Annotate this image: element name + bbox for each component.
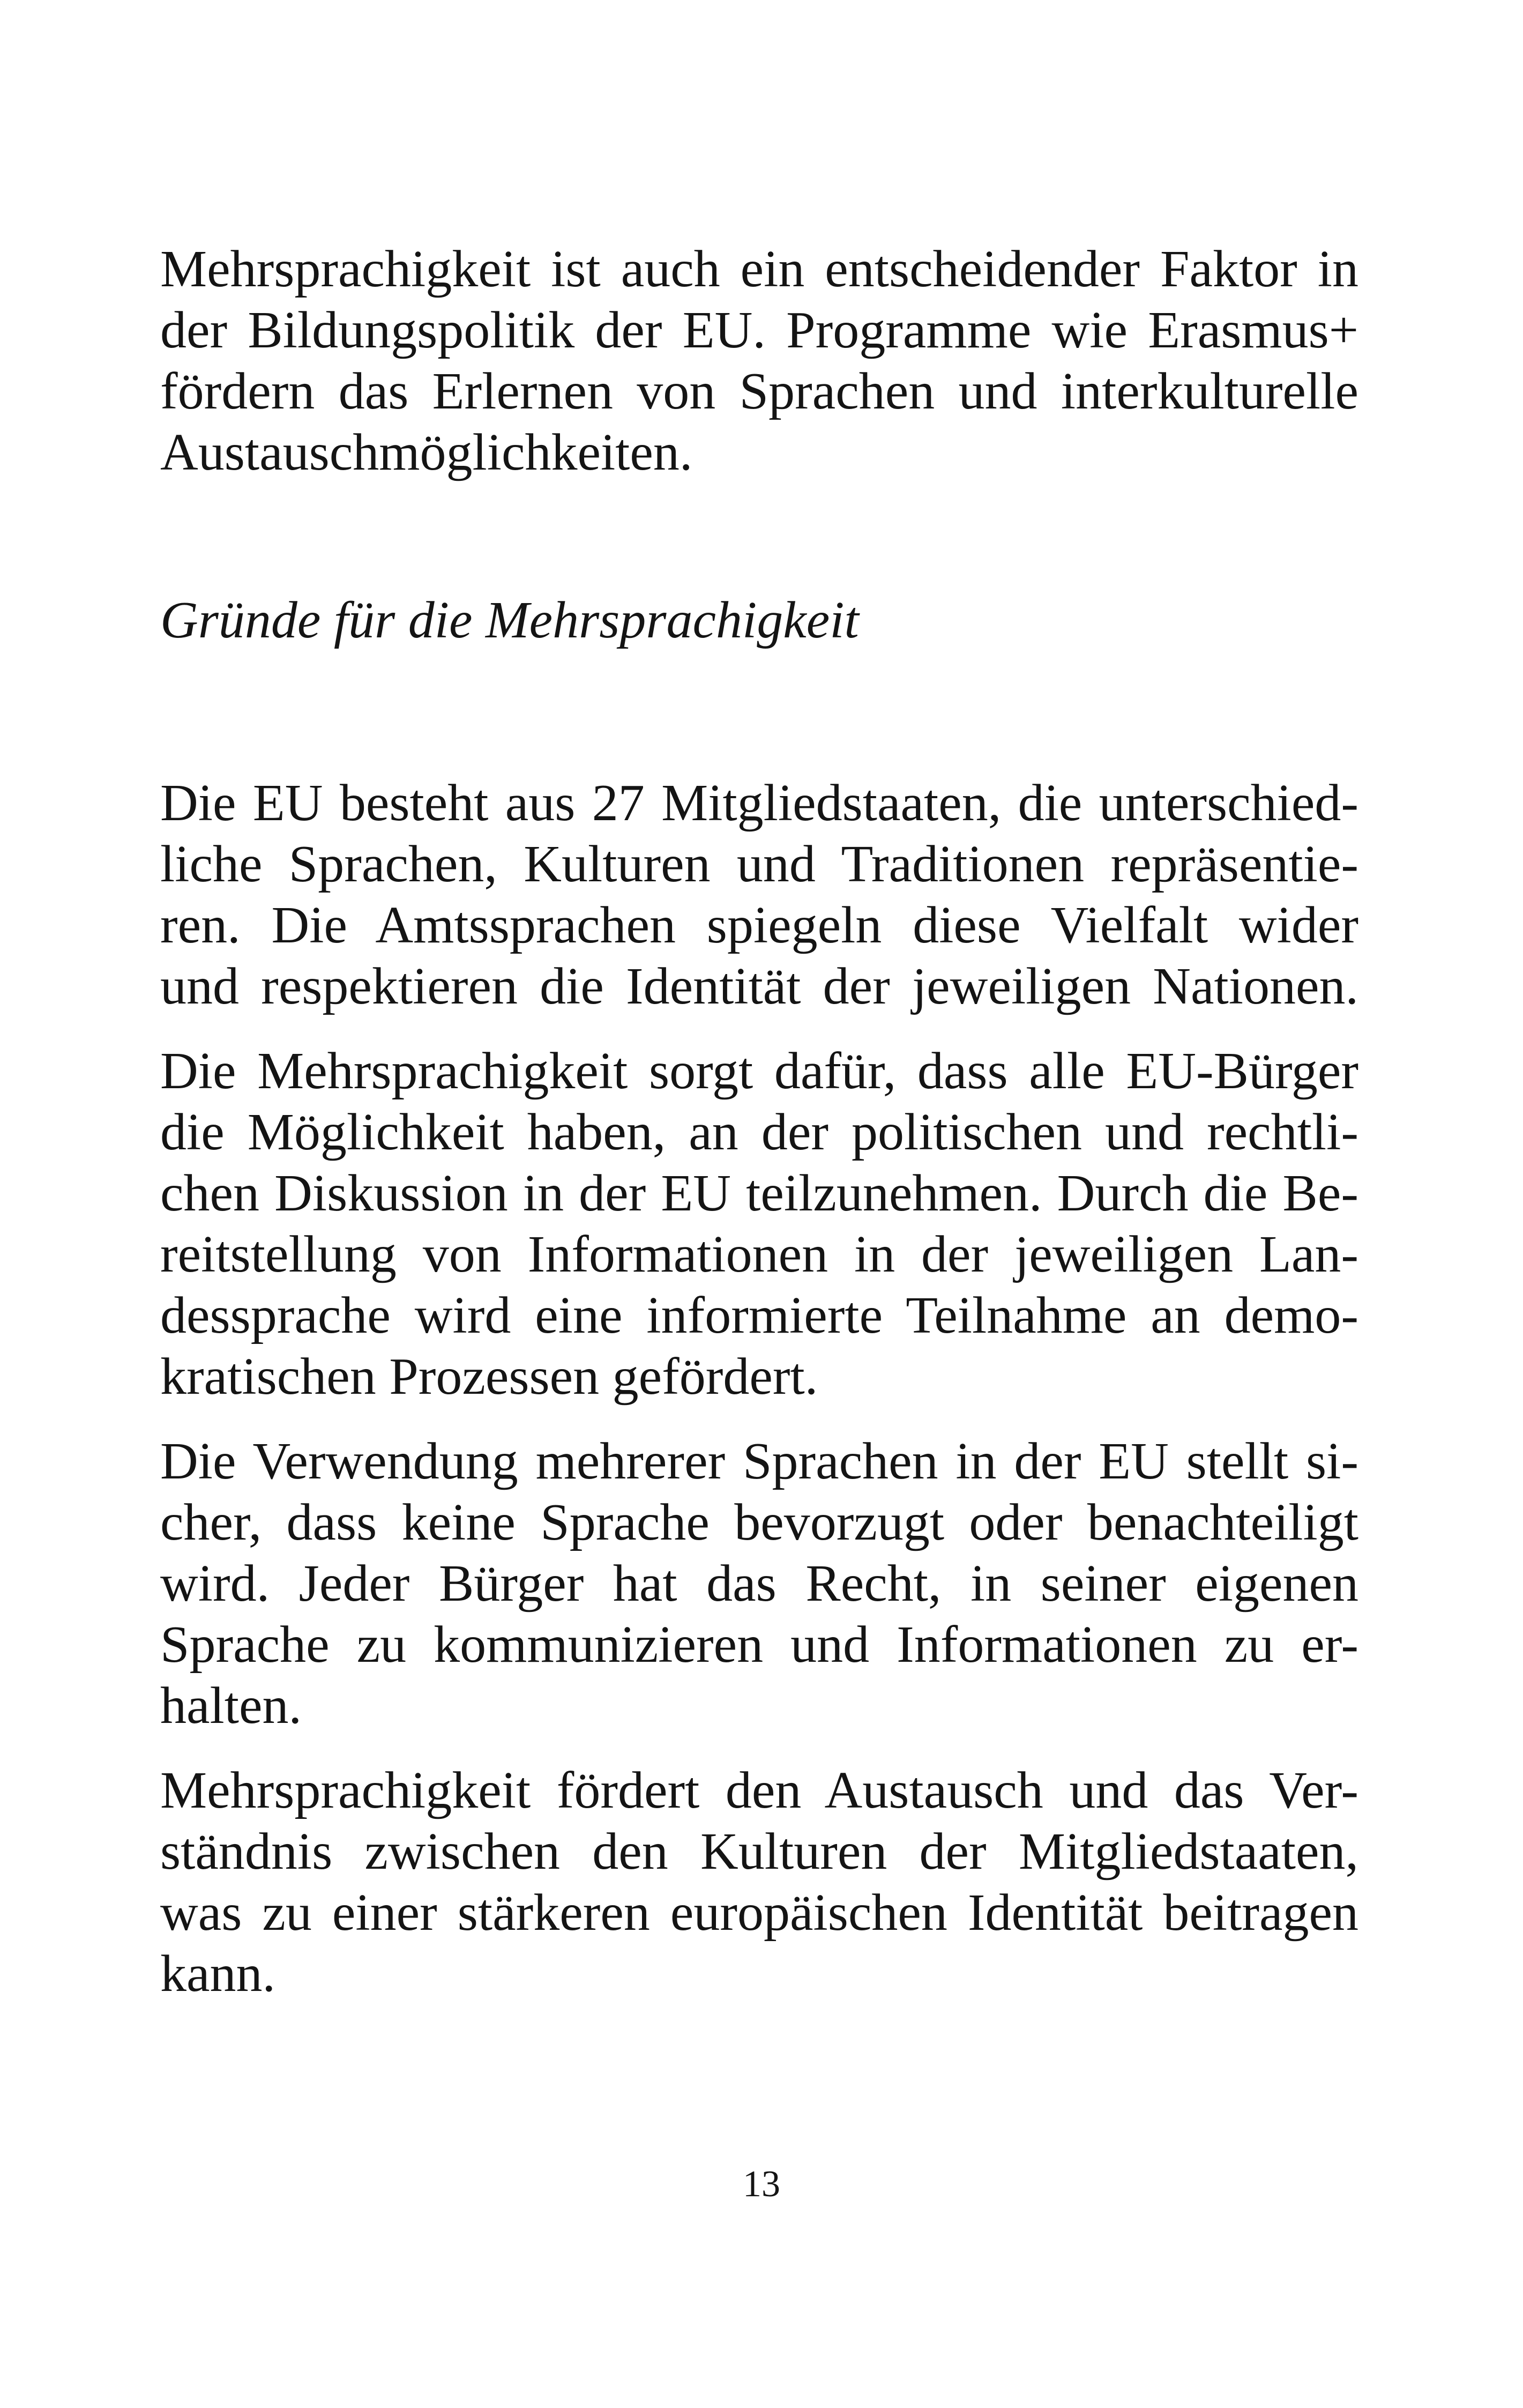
paragraph-cultural-exchange <box>160 1760 1358 2004</box>
text-line: ren. Die Amtssprachen spiegeln diese Vielfalt wider <box>160 896 1358 954</box>
text-line: fördern das Erlernen von Sprachen und interkulturelle <box>160 362 1358 420</box>
text-line: was zu einer stärkeren europäischen Identität beitragen <box>160 1884 1358 1942</box>
text-line: halten. <box>160 1677 302 1735</box>
text-line: Die Verwendung mehrerer Sprachen in der EU stellt si- <box>160 1432 1358 1490</box>
page-number: 13 <box>743 2164 780 2205</box>
text-line: Die EU besteht aus 27 Mitgliedstaaten, die unterschied- <box>160 774 1358 832</box>
section-heading: Gründe für die Mehrsprachigkeit <box>160 591 859 649</box>
text-line: kann. <box>160 1945 275 2003</box>
text-line: Mehrsprachigkeit fördert den Austausch und das Ver- <box>160 1762 1358 1819</box>
text-line: cher, dass keine Sprache bevorzugt oder benachteiligt <box>160 1493 1358 1551</box>
text-line: Die Mehrsprachigkeit sorgt dafür, dass alle EU-Bürger <box>160 1042 1358 1100</box>
paragraph-member-states <box>160 772 1358 1017</box>
text-line: und respektieren die Identität der jeweiligen Nationen. <box>160 957 1358 1015</box>
text-line: die Möglichkeit haben, an der politischen und rechtli- <box>160 1103 1358 1161</box>
text-line: dessprache wird eine informierte Teilnahme an demo- <box>160 1287 1358 1344</box>
text-line: Mehrsprachigkeit ist auch ein entscheidender Faktor in <box>160 240 1358 298</box>
text-line: reitstellung von Informationen in der jeweiligen Lan- <box>160 1225 1358 1283</box>
paragraph-participation <box>160 1041 1358 1407</box>
text-line: wird. Jeder Bürger hat das Recht, in seiner eigenen <box>160 1555 1358 1612</box>
paragraph-equal-languages <box>160 1431 1358 1736</box>
paragraph-intro <box>160 239 1358 483</box>
text-line: Sprache zu kommunizieren und Informationen zu er- <box>160 1616 1358 1674</box>
text-line: der Bildungspolitik der EU. Programme wie Erasmus+ <box>160 301 1358 359</box>
text-line: kratischen Prozessen gefördert. <box>160 1348 818 1406</box>
text-line: ständnis zwischen den Kulturen der Mitgliedstaaten, <box>160 1823 1358 1881</box>
text-line: Austauschmöglichkeiten. <box>160 423 693 481</box>
text-line: liche Sprachen, Kulturen und Traditionen repräsentie- <box>160 835 1358 893</box>
text-line: chen Diskussion in der EU teilzunehmen. Durch die Be- <box>160 1164 1358 1222</box>
